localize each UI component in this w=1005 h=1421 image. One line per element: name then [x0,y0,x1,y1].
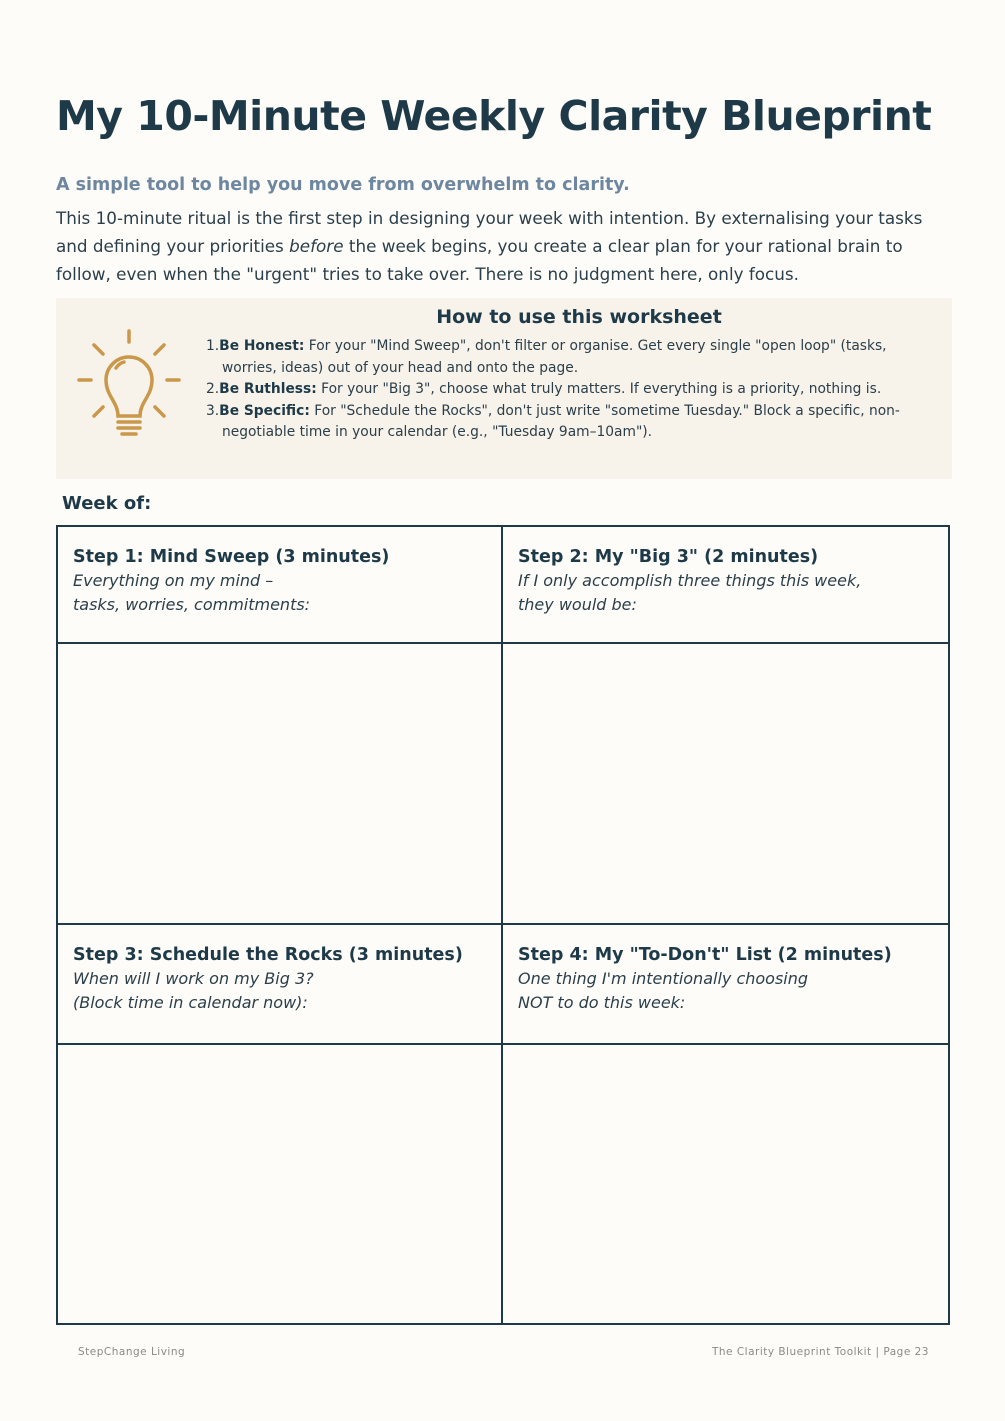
intro-emphasis: before [289,236,344,256]
list-item [206,336,936,379]
worksheet-grid [56,525,950,1325]
list-item [206,401,936,444]
step-1-header [58,527,503,644]
item-text: For your "Big 3", choose what truly matters. If everything is a priority, nothing is. [316,381,882,397]
step-4-writing-area[interactable] [503,1045,948,1323]
how-to-heading: How to use this worksheet [436,306,722,328]
list-item [206,379,936,401]
page-title: My 10-Minute Weekly Clarity Blueprint [56,92,932,140]
step-3-header [58,925,503,1045]
how-to-list [206,336,936,444]
step-title: Step 4: My "To-Don't" List (2 minutes) [518,945,892,965]
intro-text: the week begins, you create a clear plan for your rational brain to follow, even when the "urgent" tries to take over. There is no judgment here, only focus. [56,236,903,284]
item-text: For "Schedule the Rocks", don't just write "sometime Tuesday." Block a specific, non-negotiable time in your calendar (e.g., "Tuesday 9am–10am"). [222,402,900,440]
step-4-header [503,925,948,1045]
step-2-writing-area[interactable] [503,644,948,925]
intro-paragraph [56,204,956,288]
step-prompt: One thing I'm intentionally choosing NOT to do this week: [518,969,809,1012]
step-2-header [503,527,948,644]
item-label: Be Honest: [219,338,305,354]
step-prompt: When will I work on my Big 3? (Block time in calendar now): [73,969,314,1012]
footer-page-info: The Clarity Blueprint Toolkit | Page 23 [711,1346,929,1358]
week-of-label: Week of: [62,493,152,514]
step-title: Step 2: My "Big 3" (2 minutes) [518,547,819,567]
step-title: Step 3: Schedule the Rocks (3 minutes) [73,945,463,965]
item-number: 3. [206,402,220,419]
item-label: Be Specific: [219,402,310,419]
item-number: 1. [206,338,220,354]
how-to-panel [56,298,952,479]
step-1-writing-area[interactable] [58,644,503,925]
step-title: Step 1: Mind Sweep (3 minutes) [73,547,390,567]
step-3-writing-area[interactable] [58,1045,503,1323]
intro-text: This 10-minute ritual is the first step in designing your week with intention. By externalising your tasks and defining your priorities [56,208,923,256]
item-label: Be Ruthless: [219,381,317,397]
lightbulb-icon [76,328,182,440]
footer-brand: StepChange Living [78,1346,186,1358]
item-number: 2. [206,381,220,397]
step-prompt: If I only accomplish three things this week, they would be: [518,571,862,614]
item-text: For your "Mind Sweep", don't filter or organise. Get every single "open loop" (tasks, worries, ideas) out of your head and onto the page. [222,338,887,376]
step-prompt: Everything on my mind – tasks, worries, commitments: [73,571,311,614]
subtitle: A simple tool to help you move from overwhelm to clarity. [56,175,630,195]
